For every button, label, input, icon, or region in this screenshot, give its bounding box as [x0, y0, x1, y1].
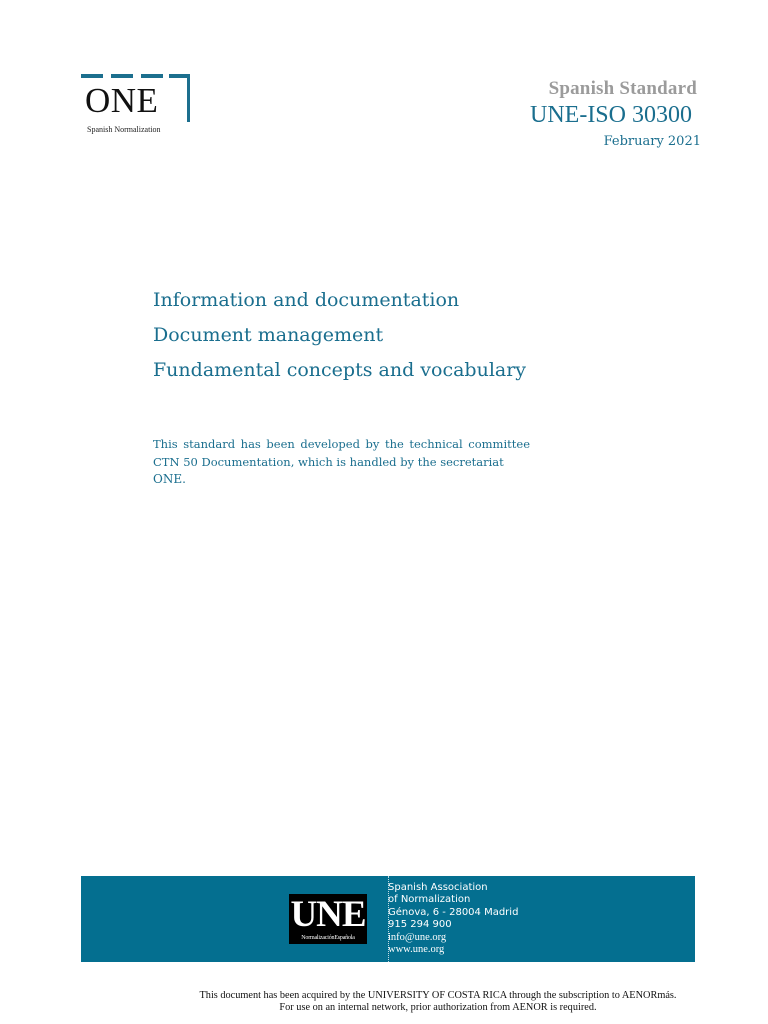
- standard-code: UNE-ISO 30300: [530, 102, 692, 128]
- address: Génova, 6 - 28004 Madrid: [388, 906, 519, 918]
- document-title-line: Fundamental concepts and vocabulary: [153, 359, 527, 381]
- phone-number: 915 294 900: [388, 919, 452, 931]
- contact-block: [388, 882, 518, 956]
- logo-dash: [141, 74, 163, 78]
- org-name-line: of Normalization: [388, 894, 471, 906]
- document-title-line: Information and documentation: [153, 289, 460, 311]
- publication-date: February 2021: [603, 134, 701, 149]
- logo-wordmark: ONE: [85, 81, 159, 120]
- email-address: info@une.org: [388, 931, 447, 943]
- website-url: www.une.org: [388, 944, 445, 956]
- footer-band: [81, 876, 695, 962]
- acquisition-notice: [120, 990, 756, 1015]
- org-name-line: Spanish Association: [388, 882, 488, 893]
- document-title-line: Document management: [153, 324, 384, 346]
- logo-dash: [111, 74, 133, 78]
- one-logo: [81, 74, 191, 138]
- une-logo-subtitle: NormalizaciónEspañola: [301, 935, 355, 941]
- standard-type: Spanish Standard: [548, 78, 697, 99]
- logo-dash: [169, 74, 189, 78]
- une-logo-wordmark: UNE: [290, 894, 366, 935]
- une-logo: [289, 894, 367, 944]
- logo-dash: [81, 74, 103, 78]
- committee-note: [153, 436, 530, 489]
- notice-line: This document has been acquired by the UNIVERSITY OF COSTA RICA through the subscription to AENORmás.: [199, 990, 677, 1001]
- committee-note-line: ONE.: [153, 472, 186, 486]
- committee-note-line: This standard has been developed by the technical committee: [153, 437, 530, 451]
- logo-subtitle: Spanish Normalization: [87, 125, 161, 134]
- logo-bar: [187, 74, 190, 122]
- committee-note-line: CTN 50 Documentation, which is handled by the secretariat: [153, 454, 504, 469]
- notice-line: For use on an internal network, prior authorization from AENOR is required.: [279, 1002, 597, 1014]
